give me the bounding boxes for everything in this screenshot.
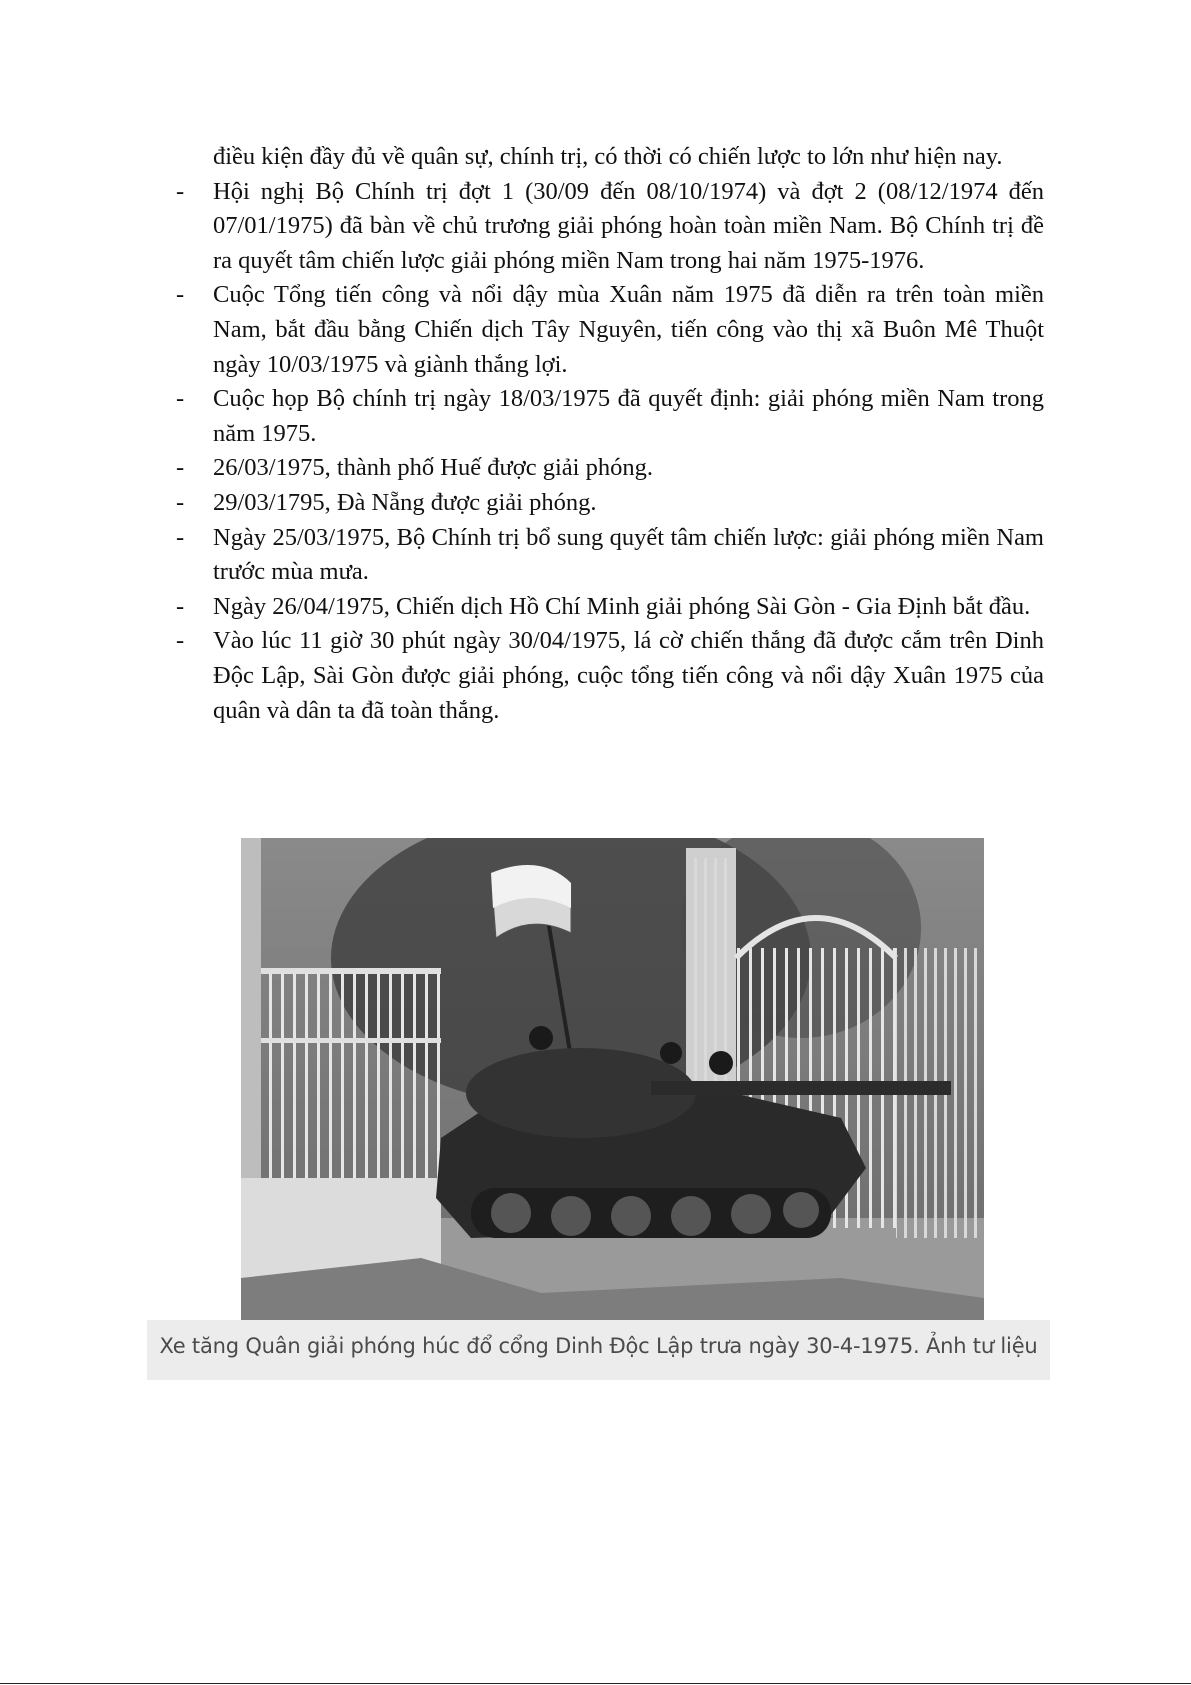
list-item xyxy=(176,451,1044,486)
bullet-dash: - xyxy=(176,488,185,516)
photo-illustration xyxy=(241,838,984,1320)
photo-tank-gun xyxy=(651,1081,951,1095)
list-item xyxy=(176,521,1044,590)
list-item xyxy=(176,278,1044,382)
paragraph-continuation: điều kiện đầy đủ về quân sự, chính trị, có thời có chiến lược to lớn như hiện nay. xyxy=(213,143,1003,170)
list-item-text: Hội nghị Bộ Chính trị đợt 1 (30/09 đến 08/10/1974) và đợt 2 (08/12/1974 đến 07/01/1975) đã bàn về chủ trương giải phóng hoàn toàn miền Nam. Bộ Chính trị đề ra quyết tâm chiến lược giải phóng miền Nam trong hai năm 1975-1976. xyxy=(213,177,1044,274)
page-bottom-rule xyxy=(0,1683,1191,1684)
list-item-text: Ngày 25/03/1975, Bộ Chính trị bổ sung quyết tâm chiến lược: giải phóng miền Nam trước mùa mưa. xyxy=(213,523,1044,586)
list-item xyxy=(176,175,1044,279)
list-item xyxy=(176,624,1044,728)
bullet-dash: - xyxy=(176,281,185,309)
bullet-dash: - xyxy=(176,627,185,655)
historical-photo xyxy=(241,838,984,1320)
list-item xyxy=(176,590,1044,625)
bullet-dash: - xyxy=(176,454,185,482)
bullet-dash: - xyxy=(176,177,185,205)
list-item-text: Vào lúc 11 giờ 30 phút ngày 30/04/1975, lá cờ chiến thắng đã được cắm trên Dinh Độc Lập, Sài Gòn được giải phóng, cuộc tổng tiến công và nổi dậy Xuân 1975 của quân và dân ta đã toàn thắng. xyxy=(213,627,1044,724)
list-item-text: Cuộc Tổng tiến công và nổi dậy mùa Xuân năm 1975 đã diễn ra trên toàn miền Nam, bắt đầu bằng Chiến dịch Tây Nguyên, tiến công vào thị xã Buôn Mê Thuột ngày 10/03/1975 và giành thắng lợi. xyxy=(213,281,1044,378)
list-item xyxy=(176,486,1044,521)
figure-caption-bar xyxy=(147,1320,1050,1380)
list-item xyxy=(176,382,1044,451)
document-body xyxy=(176,140,1044,728)
figure-caption: Xe tăng Quân giải phóng húc đổ cổng Dinh Độc Lập trưa ngày 30-4-1975. Ảnh tư liệu xyxy=(159,1334,1038,1358)
list-item-text: Cuộc họp Bộ chính trị ngày 18/03/1975 đã quyết định: giải phóng miền Nam trong năm 1975. xyxy=(213,385,1044,447)
bullet-dash: - xyxy=(176,592,185,620)
list-item-text: Ngày 26/04/1975, Chiến dịch Hồ Chí Minh giải phóng Sài Gòn - Gia Định bắt đầu. xyxy=(213,592,1031,620)
list-item-text: 26/03/1975, thành phố Huế được giải phóng. xyxy=(213,454,653,482)
bullet-dash: - xyxy=(176,523,185,551)
bullet-dash: - xyxy=(176,385,185,413)
list-item-text: 29/03/1795, Đà Nẵng được giải phóng. xyxy=(213,488,597,516)
